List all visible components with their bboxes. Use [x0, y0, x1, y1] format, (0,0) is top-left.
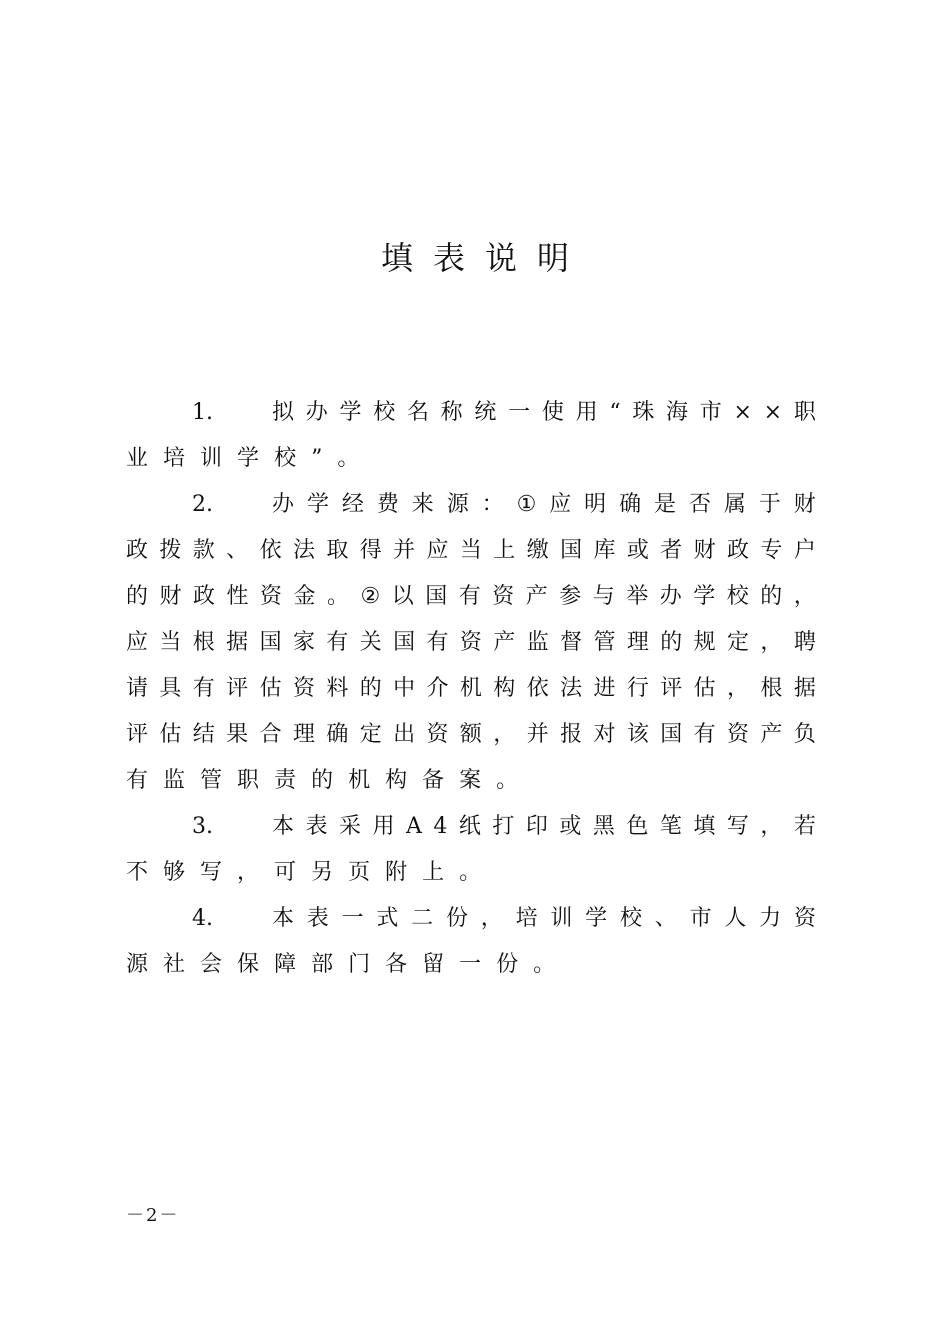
item-line: 的 财 政 性 资 金 。 ② 以 国 有 资 产 参 与 举 办 学 校 的 ， [126, 584, 816, 609]
item-number: 1. [192, 400, 213, 425]
item-line: 本 表 采 用 A 4 纸 打 印 或 黑 色 笔 填 写 ， 若 [272, 814, 816, 839]
item-line: 应 当 根 据 国 家 有 关 国 有 资 产 监 督 管 理 的 规 定 ， 聘 [126, 630, 816, 655]
item-line: 本 表 一 式 二 份 ， 培 训 学 校 、 市 人 力 资 [272, 906, 816, 931]
item-line: 办 学 经 费 来 源 ： ① 应 明 确 是 否 属 于 财 [272, 492, 816, 517]
instruction-item-4: 4. 本 表 一 式 二 份 ， 培 训 学 校 、 市 人 力 资 源 社 会 保 障 部 门 各 留 一 份 。 [126, 896, 816, 988]
page-title: 填表说明 [380, 239, 589, 277]
instructions-body [126, 390, 816, 988]
instruction-item-3: 3. 本 表 采 用 A 4 纸 打 印 或 黑 色 笔 填 写 ， 若 不 够 写 ， 可 另 页 附 上 。 [126, 804, 816, 896]
item-line: 评 估 结 果 合 理 确 定 出 资 额 ， 并 报 对 该 国 有 资 产 负 [126, 722, 816, 747]
item-line: 请 具 有 评 估 资 料 的 中 介 机 构 依 法 进 行 评 估 ， 根 据 [126, 676, 816, 701]
instruction-item-1: 1. 拟 办 学 校 名 称 统 一 使 用 “ 珠 海 市 × × 职 业 培 训 学 校 ” 。 [126, 390, 816, 482]
item-line: 政 拨 款 、 依 法 取 得 并 应 当 上 缴 国 库 或 者 财 政 专 户 [126, 538, 816, 563]
item-number: 4. [192, 906, 213, 931]
instruction-item-2: 2. 办 学 经 费 来 源 ： ① 应 明 确 是 否 属 于 财 政 拨 款 、 依 法 取 得 并 应 当 上 缴 国 库 或 者 财 政 专 户 的 财 政 性 资 金 。 ② 以 国 有 资 产 参 与 举 办 学 校 的 ， 应 当 根 据 国 家 有 关 国 有 资 产 监 督 管 理 的 规 定 ， 聘 请 具 有 评 估 资 料 的 中 介 机 构 依 法 进 行 评 估 ， 根 据 评 估 结 果 合 理 确 定 出 资 额 ， 并 报 对 该 国 有 资 产 负 有 监 管 职 责 的 机 构 备 案 。 [126, 482, 816, 804]
item-line: 拟 办 学 校 名 称 统 一 使 用 “ 珠 海 市 × × 职 [272, 400, 816, 425]
item-number: 3. [192, 814, 213, 839]
page-number: －2－ [126, 1205, 180, 1226]
item-number: 2. [192, 492, 213, 517]
